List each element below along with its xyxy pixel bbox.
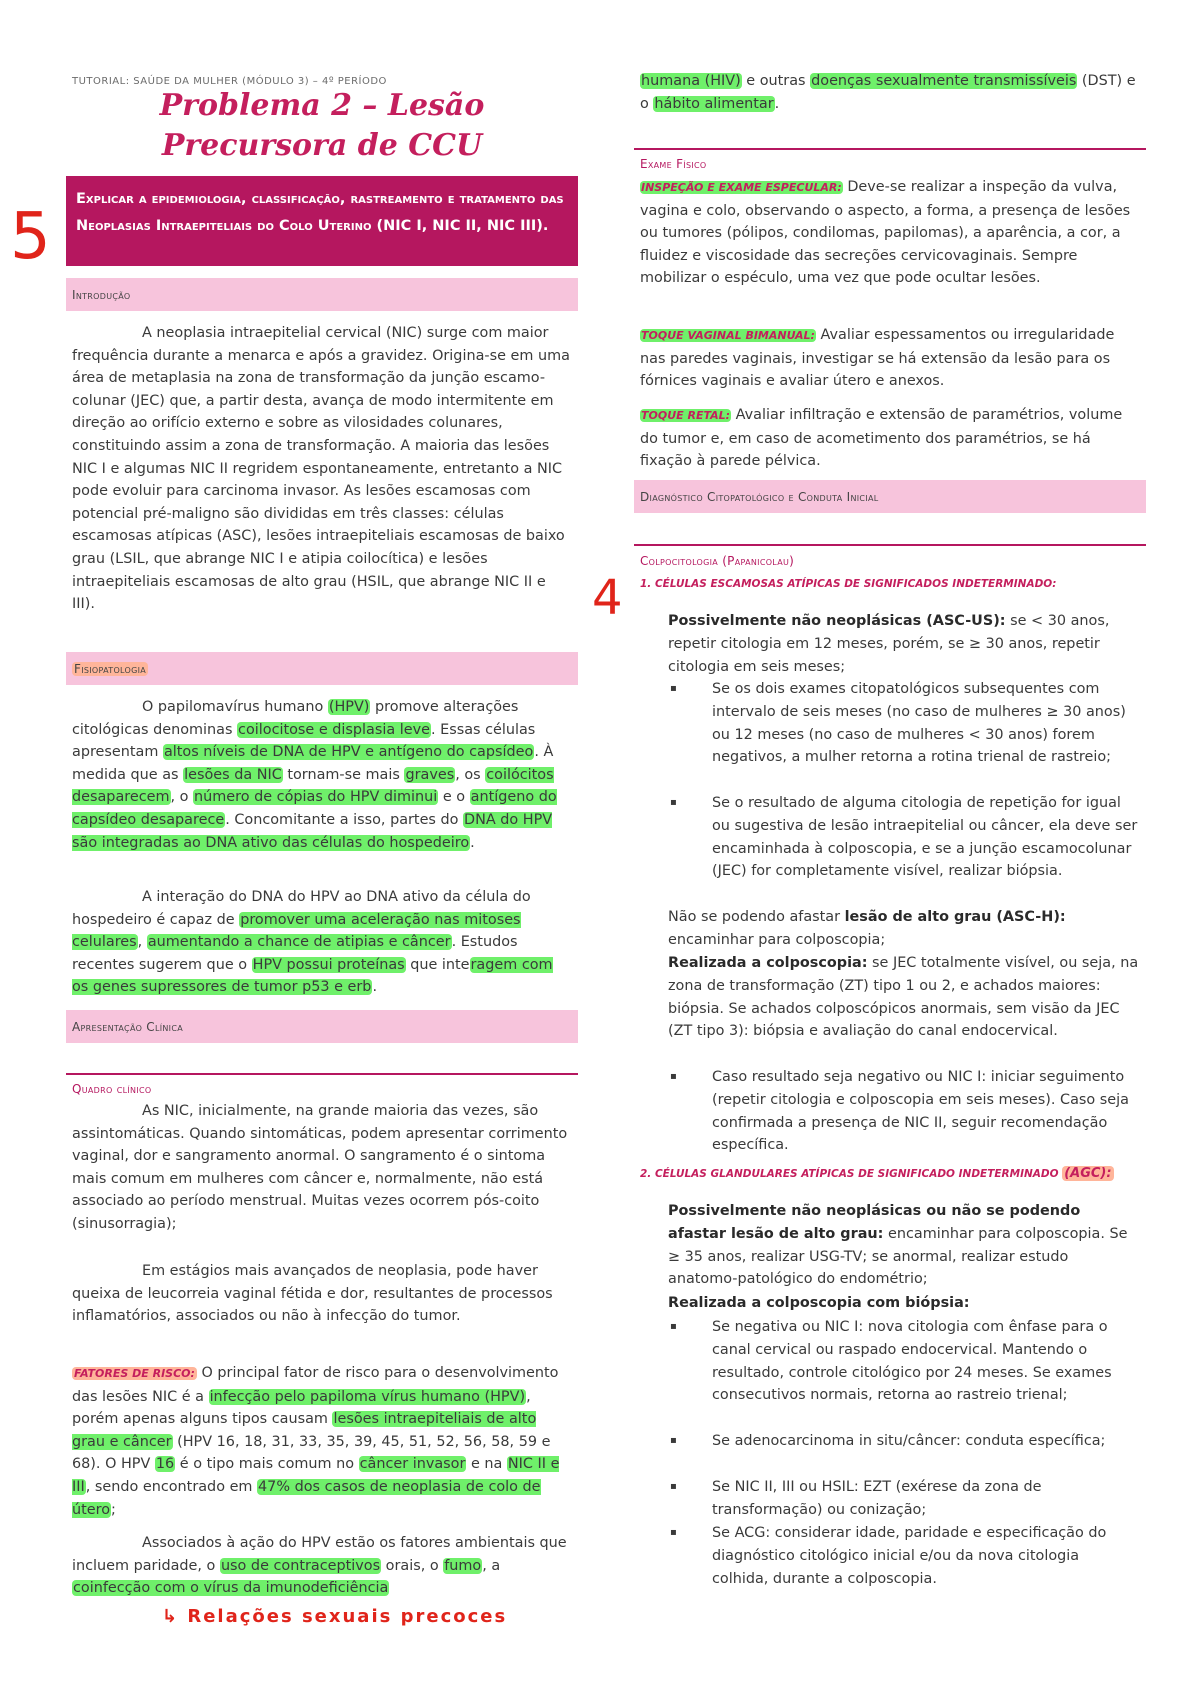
asc-bullet-3: ▪ Caso resultado seja negativo ou NIC I: iniciar seguimento (repetir citologia e colposcopia em seis meses). Caso seja confirmada a presença de NIC II, seguir recomendação específica.	[712, 1066, 1140, 1156]
asc-bullet-2: ▪ Se o resultado de alguma citologia de repetição for igual ou sugestiva de lesão intraepitelial ou câncer, ela deve ser encaminhada à colposcopia, e se a junção escamocolunar (JEC) for completamente visível, realizar biópsia.	[712, 792, 1140, 882]
divider	[634, 544, 1146, 546]
inspecao-paragraph: INSPEÇÃO E EXAME ESPECULAR: Deve-se realizar a inspeção da vulva, vagina e colo, observando o aspecto, a forma, a presença de lesões ou tumores (pólipos, condilomas, papilomas), a aparência, a cor, a fluidez e viscosidade das secreções cervicovaginais. Sempre mobilizar o espéculo, uma vez que pode ocultar lesões.	[640, 179, 1131, 287]
asc-h-paragraph: Não se podendo afastar lesão de alto grau (ASC-H): encaminhar para colposcopia;	[668, 909, 1066, 948]
handwritten-score-left: 5	[10, 200, 51, 274]
quadro-paragraph-2: Em estágios mais avançados de neoplasia, pode haver queixa de leucorreia vaginal fétida e dor, resultantes de processos inflamatórios, associados ou não à infecção do tumor.	[72, 1263, 553, 1325]
agc-paragraph: Possivelmente não neoplásicas ou não se podendo afastar lesão de alto grau: encaminhar para colposcopia. Se ≥ 35 anos, realizar USG-TV; se anormal, realizar estudo anatomo-patológico do endométrio;	[668, 1203, 1128, 1288]
handwritten-note: ↳ Relações sexuais precoces	[162, 1606, 508, 1627]
section-bar-fisiopatologia	[66, 652, 578, 685]
section-title-apresentacao: Apresentação Clínica	[72, 1020, 183, 1034]
risk-factors-paragraph: FATORES DE RISCO: O principal fator de risco para o desenvolvimento das lesões NIC é a infecção pelo papiloma vírus humano (HPV), porém apenas alguns tipos causam lesões intraepiteliais de alto grau e câncer (HPV 16, 18, 31, 33, 35, 39, 45, 51, 52, 56, 58, 59 e 68). O HPV 16 é o tipo mais comum no câncer invasor e na NIC II e III, sendo encontrado em 47% dos casos de neoplasia de colo de útero;	[72, 1365, 560, 1518]
agc-bullet-1: ▪ Se negativa ou NIC I: nova citologia com ênfase para o canal cervical ou raspado endocervical. Mantendo o resultado, controle citológico por 24 meses. Se exames consecutivos normais, retorna ao rastreio trienal;	[712, 1316, 1140, 1406]
page-title: Problema 2 – Lesão Precursora de CCU	[159, 88, 485, 163]
toque-retal-paragraph: TOQUE RETAL: Avaliar infiltração e extensão de paramétrios, volume do tumor e, em caso de acometimento dos paramétrios, se há fixação à parede pélvica.	[640, 407, 1123, 470]
asc-bullet-1: ▪ Se os dois exames citopatológicos subsequentes com intervalo de seis meses (no caso de mulheres ≥ 30 anos) ou 12 meses (no caso de mulheres < 30 anos) forem negativos, a mulher retorna a rotina trienal de rastreio;	[712, 678, 1140, 768]
section-title-fisiopatologia: Fisiopatologia	[74, 662, 147, 676]
objective-box	[66, 176, 578, 266]
agc-bullet-2: ▪ Se adenocarcinoma in situ/câncer: conduta específica;	[712, 1430, 1140, 1453]
fisio-paragraph-2: A interação do DNA do HPV ao DNA ativo da célula do hospedeiro é capaz de promover uma aceleração nas mitoses celulares, aumentando a chance de atipias e câncer. Estudos recentes sugerem que o HPV possui proteínas que interagem com os genes supressores de tumor p53 e erb.	[72, 889, 553, 996]
intro-paragraph: A neoplasia intraepitelial cervical (NIC) surge com maior frequência durante a menarca e após a gravidez. Origina-se em uma área de metaplasia na zona de transformação da junção escamo-colunar (JEC) que, a partir desta, avança de modo intermitente em direção ao orifício externo e sobre as vilosidades colunares, constituindo assim a zona de transformação. A maioria das lesões NIC I e algumas NIC II regridem espontaneamente, entretanto a NIC pode evoluir para carcinoma invasor. As lesões escamosas com potencial pré-maligno são divididas em três classes: células escamosas atípicas (ASC), lesões intraepiteliais escamosas de baixo grau (LSIL, que abrange NIC I e atipia coilocítica) e lesões intraepiteliais escamosas de alto grau (HSIL, que abrange NIC II e III).	[72, 325, 570, 613]
quadro-paragraph-1: As NIC, inicialmente, na grande maioria das vezes, são assintomáticas. Quando sintomáticas, podem apresentar corrimento vaginal, dor e sangramento anormal. O sangramento é o sintoma mais comum em mulheres com câncer e, normalmente, não está associado ao período menstrual. Muitas vezes ocorrem pós-coito (sinusorragia);	[72, 1103, 568, 1232]
handwritten-score-right: 4	[592, 570, 623, 626]
subsection-quadro-clinico: Quadro clínico	[72, 1082, 152, 1096]
agc-bullet-3: ▪ Se NIC II, III ou HSIL: EZT (exérese da zona de transformação) ou conização;	[712, 1476, 1140, 1521]
fisio-paragraph-1: O papilomavírus humano (HPV) promove alterações citológicas denominas coilocitose e displasia leve. Essas células apresentam altos níveis de DNA de HPV e antígeno do capsídeo. À medida que as lesões da NIC tornam-se mais graves, os coilócitos desaparecem, o número de cópias do HPV diminui e o antígeno do capsídeo desaparece. Concomitante a isso, partes do DNA do HPV são integradas ao DNA ativo das células do hospedeiro.	[72, 699, 557, 851]
agc-heading: 2. CÉLULAS GLANDULARES ATÍPICAS DE SIGNIFICADO INDETERMINADO (AGC):	[640, 1166, 1112, 1181]
objective-text: Explicar a epidemiologia, classificação, rastreamento e tratamento das Neoplasias Intraepiteliais do Colo Uterino (NIC I, NIC II, NIC III).	[76, 191, 564, 234]
section-bar-apresentacao	[66, 1010, 578, 1043]
section-bar-introducao	[66, 278, 578, 311]
divider	[634, 148, 1146, 150]
continued-paragraph: humana (HIV) e outras doenças sexualmente transmissíveis (DST) e o hábito alimentar.	[640, 73, 1136, 112]
section-title-diagnostico: Diagnóstico Citopatológico e Conduta Inicial	[640, 490, 879, 504]
agc-biopsia-label: Realizada a colposcopia com biópsia:	[668, 1295, 970, 1312]
toque-vaginal-paragraph: TOQUE VAGINAL BIMANUAL: Avaliar espessamentos ou irregularidade nas paredes vaginais, investigar se há extensão da lesão para os fórnices vaginais e avaliar útero e anexos.	[640, 327, 1115, 390]
agc-bullet-4: ▪ Se ACG: considerar idade, paridade e especificação do diagnóstico citológico inicial e/ou da nova citologia colhida, durante a colposcopia.	[712, 1522, 1140, 1590]
asc-heading: 1. CÉLULAS ESCAMOSAS ATÍPICAS DE SIGNIFICADOS INDETERMINADO:	[640, 578, 1057, 590]
colposcopia-paragraph: Realizada a colposcopia: se JEC totalmente visível, ou seja, na zona de transformação (ZT) tipo 1 ou 2, e achados maiores: biópsia. Se achados colposcópicos anormais, sem visão da JEC (ZT tipo 3): biópsia e avaliação do canal endocervical.	[668, 955, 1139, 1040]
section-title-introducao: Introdução	[72, 288, 131, 302]
section-bar-diagnostico	[634, 480, 1146, 513]
asc-us-paragraph: Possivelmente não neoplásicas (ASC-US): se < 30 anos, repetir citologia em 12 meses, porém, se ≥ 30 anos, repetir citologia em seis meses;	[668, 613, 1110, 675]
subsection-colpocitologia: Colpocitologia (Papanicolau)	[640, 554, 795, 568]
module-line: TUTORIAL: SAÚDE DA MULHER (MÓDULO 3) – 4º PERÍODO	[72, 76, 387, 87]
divider	[66, 1073, 578, 1075]
subsection-exame-fisico: Exame Físico	[640, 157, 707, 171]
associated-factors-paragraph: Associados à ação do HPV estão os fatores ambientais que incluem paridade, o uso de contraceptivos orais, o fumo, a coinfecção com o vírus da imunodeficiência	[72, 1535, 567, 1597]
